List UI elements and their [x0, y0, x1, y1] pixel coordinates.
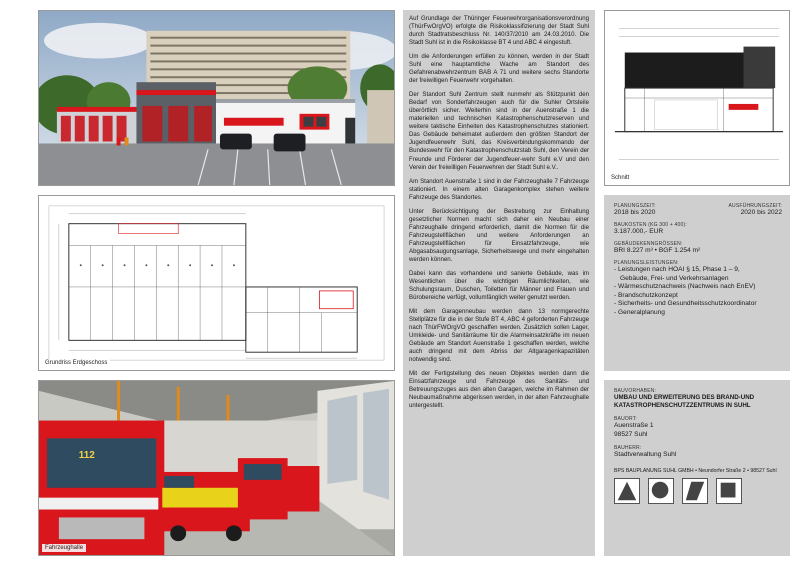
list-item: - Leistungen nach HOAI § 15, Phase 1 – 9, — [614, 266, 740, 273]
interior-photo-illustration — [39, 381, 394, 555]
exterior-photo-illustration — [39, 11, 394, 185]
building-size — [614, 241, 782, 254]
planning-services — [614, 260, 782, 317]
size-value: BRI 8.227 m³ • BGF 1.254 m² — [614, 247, 701, 254]
parallelogram-logo-icon — [682, 478, 708, 504]
size-label: GEBÄUDEKENNGRÖSSEN: — [614, 241, 683, 247]
interior-photo — [38, 380, 395, 556]
site-label: BAUORT: — [614, 416, 637, 423]
floor-plan — [38, 195, 395, 371]
paragraph: Auf Grundlage der Thüringer Feuerwehrorganisationsverordnung (ThürFwOrgVO) erfolgte die Risikoklassifizierung der Stadt Suhl durch Stadtratsbeschluss Nr. 140/37/2010 am 24.03.2010. Die Stadt Suhl ist in die Risikoklasse BT 4 und ABC 4 eingestuft. — [409, 15, 589, 47]
client-value: Stadtverwaltung Suhl — [614, 451, 677, 459]
project-label: BAUVORHABEN: — [614, 388, 657, 394]
interior-caption: Fahrzeughalle — [42, 544, 86, 552]
section-caption: Schnitt — [608, 174, 632, 182]
paragraph: Am Standort Auenstraße 1 sind in der Fahrzeughalle 7 Fahrzeuge stationiert. In einem alten Garagenkomplex stehen weitere Fahrzeuge des Standortes. — [409, 177, 589, 201]
office-address: BPS BAUPLANUNG SUHL GMBH • Neundorfer Straße 2 • 98527 Suhl — [614, 467, 777, 474]
paragraph: Der Standort Suhl Zentrum stellt nunmehr als Stützpunkt den Bedarf von Sonderfahrzeugen auch für die Suhler Ortsteile überörtlich sicher. Weiterhin sind in der Auenstraße 1 die materiellen und technischen Katastrophenschutzreserven und weitere taktische Einheiten des Katastrophenschutzes stationiert. Das Gebäude beheimatet außerdem den größten Standort der Jugendfeuerwehr Suhl, das Kreisverbindungskommando der Bundeswehr für den Katastrophenschutzstab Suhl, den Verein der Freunde und Förderer der Jugendfeuer-wehr Suhl e.V und den Verein der freiwilligen Feuerwehren der Stadt Suhl e.V.. — [409, 91, 589, 171]
plan-caption: Grundriss Erdgeschoss — [42, 359, 110, 367]
section-drawing — [604, 10, 790, 186]
services-list — [614, 266, 782, 317]
site-city: 98527 Suhl — [614, 430, 648, 438]
execution-time-label: AUSFÜHRUNGSZEIT: — [728, 203, 782, 209]
list-item: - Brandschutzkonzept — [614, 291, 678, 299]
cost-label: BAUKOSTEN (KG 300 + 400): — [614, 222, 687, 228]
paragraph: Um die Anforderungen erfüllen zu können, werden in der Stadt Suhl eine hauptamtliche Wache am Standort des Gefahrenabwehrzentrum BAB A 71 und weitere sechs Standorte der freiwilligen Feuerwehr vorgehalten. — [409, 53, 589, 85]
paragraph: Dabei kann das vorhandene und sanierte Gebäude, was im Wesentlichen über die wichtigen Räumlichkeiten, wie Schulungsraum, Duschen, Toiletten für Männer und Frauen und Bürobereiche verfügt, vollumfänglich weiter genutzt werden. — [409, 269, 589, 301]
planning-time-value: 2018 bis 2020 — [614, 209, 656, 216]
list-item: - Generalplanung — [614, 308, 665, 316]
execution-time — [729, 203, 782, 216]
section-drawing-illustration — [605, 11, 789, 185]
truck-number-text: 112 — [78, 450, 95, 462]
project-info — [604, 380, 790, 556]
timeline-row — [614, 203, 782, 216]
execution-time-value: 2020 bis 2022 — [740, 209, 782, 216]
paragraph: Mit der Fertigstellung des neuen Objektes werden dann die Einsatzfahrzeuge und Fahrzeuge des Sanitäts- und Betreuungszuges aus den alten Garagen, welche im Rahmen der Neubaumaßnahme abgerissen werden, in der alten Fahrzeughalle untergestellt. — [409, 370, 589, 410]
site-street: Auenstraße 1 — [614, 422, 654, 430]
list-item: - Wärmeschutznachweis (Nachweis nach EnEV) — [614, 283, 756, 291]
paragraph: Unter Berücksichtigung der Bestrebung zur Einhaltung gesetzlicher Normen macht sich daher ein Neubau einer Fahrzeughalle dringend erforderlich, damit die Normen für die Fahrzeugstellflächen und weitere Anforderungen an Fahrzeugstellflächen für Einsatzfahrzeuge, wie Abgasabsaugungsanlage, Sicherheitswege und mehr eingehalten werden können. — [409, 207, 589, 263]
exterior-photo — [38, 10, 395, 186]
planning-time — [614, 203, 656, 216]
construction-cost — [614, 222, 782, 235]
paragraph: Mit dem Garagenneubau werden dann 13 normgerechte Stellplätze für die in der Stufe BT 4, ABC 4 geforderten Fahrzeuge nach ThürFWOrgVO geschaffen werden. Zusätzlich sollen Lager, Umkleide- und Sanitärräume für die Alarmeinsatzkräfte im neuen Gebäude am Standort Auenstraße 1 geschaffen werden, welche auch dringend mit dem Abriss der Altgaragenkapazitäten notwendig sind. — [409, 308, 589, 364]
planning-time-label: PLANUNGSZEIT: — [614, 203, 656, 209]
floor-plan-drawing — [39, 196, 394, 370]
project-facts — [604, 195, 790, 371]
services-label: PLANUNGSLEISTUNGEN: — [614, 260, 679, 266]
triangle-logo-icon — [614, 478, 640, 504]
description-text — [403, 10, 595, 556]
circle-logo-icon — [648, 478, 674, 504]
square-logo-icon — [716, 478, 742, 504]
cost-value: 3.187.000,- EUR — [614, 228, 664, 235]
logo-row — [614, 478, 782, 504]
list-item: Gebäude, Frei- und Verkehrsanlagen — [620, 274, 729, 282]
client-label: BAUHERR: — [614, 445, 642, 452]
project-title: UMBAU UND ERWEITERUNG DES BRAND-UND KATASTROPHENSCHUTZZENTRUMS IN SUHL — [614, 394, 755, 410]
list-item: - Sicherheits- und Gesundheitsschutzkoordinator — [614, 300, 757, 308]
